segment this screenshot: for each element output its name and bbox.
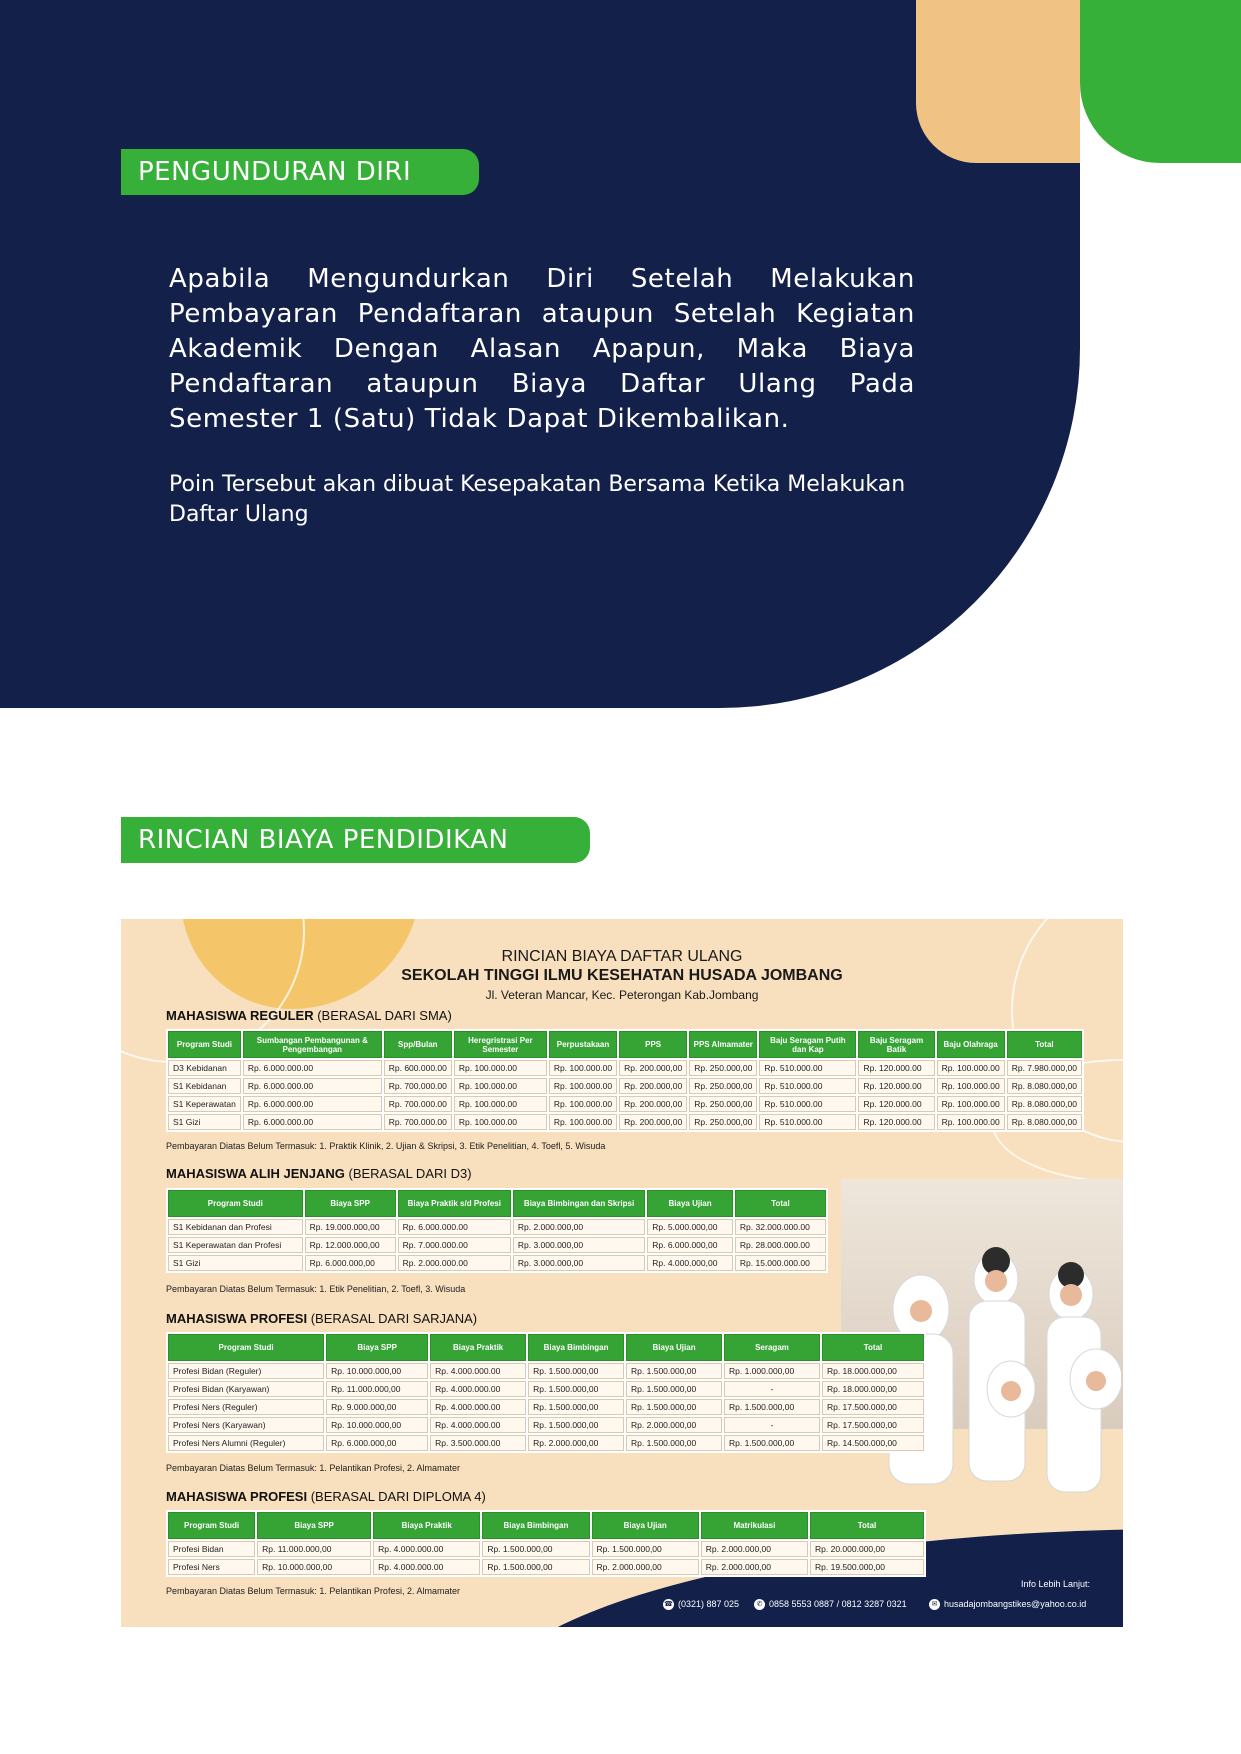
fee-cell: Rp. 10.000.000,00 — [326, 1417, 428, 1433]
fee-cell: Rp. 1.500.000,00 — [724, 1399, 820, 1415]
program-name-cell: Profesi Ners Alumni (Reguler) — [168, 1435, 324, 1451]
fee-cell: Rp. 3.000.000,00 — [513, 1255, 645, 1271]
email-icon: ✉ — [929, 1599, 940, 1610]
table-row — [168, 1078, 1082, 1094]
fee-cell: Rp. 4.000.000.00 — [430, 1381, 526, 1397]
column-header: Biaya Bimbingan — [482, 1512, 589, 1539]
fee-cell: Rp. 100.000.00 — [549, 1060, 617, 1076]
fee-cell: Rp. 120.000.00 — [858, 1060, 934, 1076]
program-name-cell: S1 Kebidanan — [168, 1078, 241, 1094]
column-header: Biaya SPP — [305, 1190, 396, 1217]
fee-cell: Rp. 8.080.000,00 — [1007, 1078, 1082, 1094]
fee-cell: Rp. 4.000.000.00 — [430, 1399, 526, 1415]
table-header-row — [168, 1190, 826, 1217]
fee-cell: Rp. 700.000.00 — [384, 1114, 452, 1130]
whatsapp-icon: ✆ — [754, 1599, 765, 1610]
fee-cell: Rp. 200.000,00 — [619, 1096, 687, 1112]
program-name-cell: S1 Kebidanan dan Profesi — [168, 1219, 303, 1235]
fee-cell: Rp. 100.000.00 — [454, 1078, 547, 1094]
fee-cell: Rp. 1.500.000,00 — [724, 1435, 820, 1451]
table-note: Pembayaran Diatas Belum Termasuk: 1. Praktik Klinik, 2. Ujian & Skripsi, 3. Etik Penelitian, 4. Toefl, 5. Wisuda — [166, 1141, 606, 1151]
fee-table-profesi-d4 — [166, 1510, 926, 1577]
fee-cell: Rp. 19.500.000,00 — [810, 1559, 924, 1575]
column-header: Perpustakaan — [549, 1031, 617, 1058]
contact-email: ✉ husadajombangstikes@yahoo.co.id — [929, 1599, 1086, 1610]
fee-cell: Rp. 6.000.000.00 — [243, 1078, 382, 1094]
table-row — [168, 1219, 826, 1235]
column-header: Total — [822, 1334, 924, 1361]
fee-cell: Rp. 7.000.000.00 — [398, 1237, 511, 1253]
poster-title: RINCIAN BIAYA DAFTAR ULANG — [501, 948, 743, 965]
column-header: Total — [810, 1512, 924, 1539]
contact-whatsapp: ✆ 0858 5553 0887 / 0812 3287 0321 — [754, 1599, 907, 1610]
table-row — [168, 1541, 924, 1557]
fee-cell: Rp. 18.000.000,00 — [822, 1381, 924, 1397]
program-name-cell: Profesi Ners (Karyawan) — [168, 1417, 324, 1433]
fee-cell: Rp. 11.000.000,00 — [326, 1381, 428, 1397]
fee-cell: Rp. 100.000.00 — [549, 1078, 617, 1094]
fee-cell: Rp. 120.000.00 — [858, 1096, 934, 1112]
fee-cell: Rp. 1.500.000,00 — [592, 1541, 699, 1557]
fee-cell: Rp. 6.000.000,00 — [647, 1237, 733, 1253]
column-header: Heregristrasi Per Semester — [454, 1031, 547, 1058]
agreement-note: Poin Tersebut akan dibuat Kesepakatan Bersama Ketika Melakukan Daftar Ulang — [169, 472, 906, 527]
contact-label: Info Lebih Lanjut: — [1021, 1579, 1091, 1589]
table-row — [168, 1363, 924, 1379]
fee-cell: Rp. 250.000,00 — [689, 1060, 757, 1076]
program-name-cell: S1 Keperawatan dan Profesi — [168, 1237, 303, 1253]
fee-cell: Rp. 1.500.000,00 — [528, 1399, 624, 1415]
section-heading-profesi-d4: MAHASISWA PROFESI (BERASAL DARI DIPLOMA 4) — [166, 1489, 486, 1504]
fee-cell: Rp. 6.000.000,00 — [305, 1255, 396, 1271]
table-row — [168, 1237, 826, 1253]
fee-poster — [121, 919, 1123, 1627]
fee-cell: Rp. 10.000.000,00 — [326, 1363, 428, 1379]
section-heading-reguler: MAHASISWA REGULER (BERASAL DARI SMA) — [166, 1008, 452, 1023]
table-row — [168, 1114, 1082, 1130]
program-name-cell: Profesi Bidan — [168, 1541, 255, 1557]
column-header: Baju Seragam Putih dan Kap — [759, 1031, 856, 1058]
table-row — [168, 1399, 924, 1415]
fee-cell: - — [724, 1381, 820, 1397]
section-tag-pengunduran: PENGUNDURAN DIRI — [121, 149, 479, 195]
fee-cell: Rp. 100.000.00 — [549, 1114, 617, 1130]
table-row — [168, 1060, 1082, 1076]
fee-cell: Rp. 4.000.000.00 — [373, 1559, 480, 1575]
program-name-cell: S1 Gizi — [168, 1255, 303, 1271]
column-header: Total — [1007, 1031, 1082, 1058]
fee-cell: Rp. 250.000,00 — [689, 1096, 757, 1112]
fee-cell: Rp. 8.080.000,00 — [1007, 1114, 1082, 1130]
fee-cell: Rp. 2.000.000,00 — [701, 1541, 808, 1557]
orange-corner-shape — [916, 0, 1080, 163]
fee-cell: Rp. 17.500.000,00 — [822, 1417, 924, 1433]
section-heading-profesi-sarjana: MAHASISWA PROFESI (BERASAL DARI SARJANA) — [166, 1311, 478, 1326]
fee-cell: Rp. 510.000.00 — [759, 1114, 856, 1130]
fee-cell: Rp. 3.000.000,00 — [513, 1237, 645, 1253]
program-name-cell: D3 Kebidanan — [168, 1060, 241, 1076]
fee-cell: Rp. 6.000.000.00 — [243, 1060, 382, 1076]
fee-cell: Rp. 7.980.000,00 — [1007, 1060, 1082, 1076]
fee-cell: Rp. 250.000,00 — [689, 1078, 757, 1094]
fee-cell: Rp. 5.000.000,00 — [647, 1219, 733, 1235]
fee-cell: Rp. 15.000.000.00 — [735, 1255, 826, 1271]
fee-cell: Rp. 1.500.000,00 — [626, 1435, 722, 1451]
fee-cell: Rp. 100.000.00 — [454, 1060, 547, 1076]
fee-cell: Rp. 4.000.000,00 — [647, 1255, 733, 1271]
fee-cell: Rp. 32.000.000.00 — [735, 1219, 826, 1235]
fee-cell: Rp. 14.500.000,00 — [822, 1435, 924, 1451]
table-header-row — [168, 1512, 924, 1539]
fee-table-alih-jenjang — [166, 1188, 828, 1273]
section-tag-rincian: RINCIAN BIAYA PENDIDIKAN — [121, 817, 590, 863]
fee-cell: Rp. 6.000.000.00 — [243, 1114, 382, 1130]
fee-cell: Rp. 600.000.00 — [384, 1060, 452, 1076]
column-header: Biaya Praktik s/d Profesi — [398, 1190, 511, 1217]
fee-cell: Rp. 2.000.000,00 — [528, 1435, 624, 1451]
column-header: Biaya Ujian — [592, 1512, 699, 1539]
fee-cell: Rp. 200.000,00 — [619, 1114, 687, 1130]
column-header: Spp/Bulan — [384, 1031, 452, 1058]
fee-cell: Rp. 6.000.000.00 — [243, 1096, 382, 1112]
fee-cell: Rp. 4.000.000.00 — [430, 1417, 526, 1433]
table-header-row — [168, 1334, 924, 1361]
fee-cell: Rp. 120.000.00 — [858, 1114, 934, 1130]
program-name-cell: Profesi Ners (Reguler) — [168, 1399, 324, 1415]
fee-cell: Rp. 4.000.000.00 — [430, 1363, 526, 1379]
fee-cell: Rp. 510.000.00 — [759, 1060, 856, 1076]
fee-cell: Rp. 100.000.00 — [937, 1096, 1005, 1112]
column-header: Biaya Ujian — [626, 1334, 722, 1361]
fee-cell: Rp. 1.500.000,00 — [482, 1559, 589, 1575]
table-row — [168, 1435, 924, 1451]
table-row — [168, 1559, 924, 1575]
program-name-cell: Profesi Bidan (Reguler) — [168, 1363, 324, 1379]
fee-cell: Rp. 9.000.000,00 — [326, 1399, 428, 1415]
table-note: Pembayaran Diatas Belum Termasuk: 1. Pelantikan Profesi, 2. Almamater — [166, 1463, 460, 1473]
column-header: Biaya SPP — [326, 1334, 428, 1361]
fee-cell: Rp. 12.000.000,00 — [305, 1237, 396, 1253]
program-name-cell: Profesi Bidan (Karyawan) — [168, 1381, 324, 1397]
fee-cell: Rp. 19.000.000,00 — [305, 1219, 396, 1235]
fee-cell: Rp. 2.000.000,00 — [592, 1559, 699, 1575]
table-row — [168, 1381, 924, 1397]
fee-cell: Rp. 100.000.00 — [937, 1060, 1005, 1076]
column-header: Program Studi — [168, 1334, 324, 1361]
column-header: Baju Seragam Batik — [858, 1031, 934, 1058]
fee-cell: Rp. 18.000.000,00 — [822, 1363, 924, 1379]
fee-cell: Rp. 8.080.000,00 — [1007, 1096, 1082, 1112]
column-header: Biaya Bimbingan dan Skripsi — [513, 1190, 645, 1217]
fee-cell: Rp. 11.000.000,00 — [257, 1541, 371, 1557]
fee-cell: Rp. 700.000.00 — [384, 1096, 452, 1112]
resignation-policy-text: Apabila Mengundurkan Diri Setelah Melakukan Pembayaran Pendaftaran ataupun Setelah Kegiatan Akademik Dengan Alasan Apapun, Maka Biaya Pendaftaran ataupun Biaya Daftar Ulang Pada Semester 1 (Satu) Tidak Dapat Dikembalikan. — [169, 264, 915, 434]
green-corner-shape — [1080, 0, 1241, 163]
table-row — [168, 1417, 924, 1433]
column-header: Biaya Praktik — [373, 1512, 480, 1539]
phone-icon: ☎ — [664, 1601, 673, 1609]
fee-cell: Rp. 1.500.000,00 — [626, 1381, 722, 1397]
fee-cell: Rp. 10.000.000,00 — [257, 1559, 371, 1575]
fee-cell: Rp. 6.000.000.00 — [398, 1219, 511, 1235]
column-header: Matrikulasi — [701, 1512, 808, 1539]
fee-cell: Rp. 1.500.000,00 — [626, 1363, 722, 1379]
fee-cell: Rp. 1.500.000,00 — [528, 1417, 624, 1433]
table-row — [168, 1255, 826, 1271]
fee-cell: Rp. 100.000.00 — [454, 1114, 547, 1130]
fee-cell: Rp. 1.500.000,00 — [528, 1381, 624, 1397]
program-name-cell: S1 Gizi — [168, 1114, 241, 1130]
column-header: Seragam — [724, 1334, 820, 1361]
column-header: PPS Almamater — [689, 1031, 757, 1058]
fee-cell: Rp. 250.000,00 — [689, 1114, 757, 1130]
column-header: Biaya Praktik — [430, 1334, 526, 1361]
fee-cell: Rp. 1.000.000,00 — [724, 1363, 820, 1379]
fee-cell: - — [724, 1417, 820, 1433]
fee-cell: Rp. 1.500.000,00 — [626, 1399, 722, 1415]
column-header: Biaya SPP — [257, 1512, 371, 1539]
fee-cell: Rp. 3.500.000.00 — [430, 1435, 526, 1451]
column-header: Biaya Ujian — [647, 1190, 733, 1217]
fee-cell: Rp. 510.000.00 — [759, 1078, 856, 1094]
column-header: Biaya Bimbingan — [528, 1334, 624, 1361]
column-header: Baju Olahraga — [937, 1031, 1005, 1058]
program-name-cell: S1 Keperawatan — [168, 1096, 241, 1112]
fee-cell: Rp. 100.000.00 — [454, 1096, 547, 1112]
poster-address: Jl. Veteran Mancar, Kec. Peterongan Kab.Jombang — [485, 988, 759, 1002]
fee-cell: Rp. 28.000.000.00 — [735, 1237, 826, 1253]
fee-cell: Rp. 2.000.000,00 — [701, 1559, 808, 1575]
fee-cell: Rp. 20.000.000,00 — [810, 1541, 924, 1557]
fee-cell: Rp. 17.500.000,00 — [822, 1399, 924, 1415]
fee-cell: Rp. 100.000.00 — [937, 1078, 1005, 1094]
contact-phone: ☎ (0321) 887 025 — [664, 1599, 740, 1609]
fee-cell: Rp. 6.000.000,00 — [326, 1435, 428, 1451]
column-header: Program Studi — [168, 1031, 241, 1058]
fee-cell: Rp. 100.000.00 — [937, 1114, 1005, 1130]
fee-table-profesi-sarjana — [166, 1332, 926, 1453]
column-header: Program Studi — [168, 1190, 303, 1217]
fee-cell: Rp. 1.500.000,00 — [528, 1363, 624, 1379]
fee-cell: Rp. 2.000.000.00 — [398, 1255, 511, 1271]
column-header: PPS — [619, 1031, 687, 1058]
fee-table-reguler — [166, 1029, 1084, 1132]
column-header: Program Studi — [168, 1512, 255, 1539]
fee-cell: Rp. 100.000.00 — [549, 1096, 617, 1112]
program-name-cell: Profesi Ners — [168, 1559, 255, 1575]
poster-institution: SEKOLAH TINGGI ILMU KESEHATAN HUSADA JOMBANG — [401, 967, 843, 984]
table-note: Pembayaran Diatas Belum Termasuk: 1. Etik Penelitian, 2. Toefl, 3. Wisuda — [166, 1284, 466, 1294]
fee-cell: Rp. 200.000,00 — [619, 1078, 687, 1094]
fee-cell: Rp. 510.000.00 — [759, 1096, 856, 1112]
column-header: Total — [735, 1190, 826, 1217]
fee-cell: Rp. 1.500.000,00 — [482, 1541, 589, 1557]
table-header-row — [168, 1031, 1082, 1058]
fee-cell: Rp. 4.000.000.00 — [373, 1541, 480, 1557]
fee-cell: Rp. 200.000,00 — [619, 1060, 687, 1076]
table-note: Pembayaran Diatas Belum Termasuk: 1. Pelantikan Profesi, 2. Almamater — [166, 1586, 460, 1596]
section-heading-alih-jenjang: MAHASISWA ALIH JENJANG (BERASAL DARI D3) — [166, 1166, 472, 1181]
column-header: Sumbangan Pembangunan & Pengembangan — [243, 1031, 382, 1058]
table-row — [168, 1096, 1082, 1112]
fee-cell: Rp. 700.000.00 — [384, 1078, 452, 1094]
fee-cell: Rp. 2.000.000,00 — [626, 1417, 722, 1433]
fee-cell: Rp. 120.000.00 — [858, 1078, 934, 1094]
fee-cell: Rp. 2.000.000,00 — [513, 1219, 645, 1235]
